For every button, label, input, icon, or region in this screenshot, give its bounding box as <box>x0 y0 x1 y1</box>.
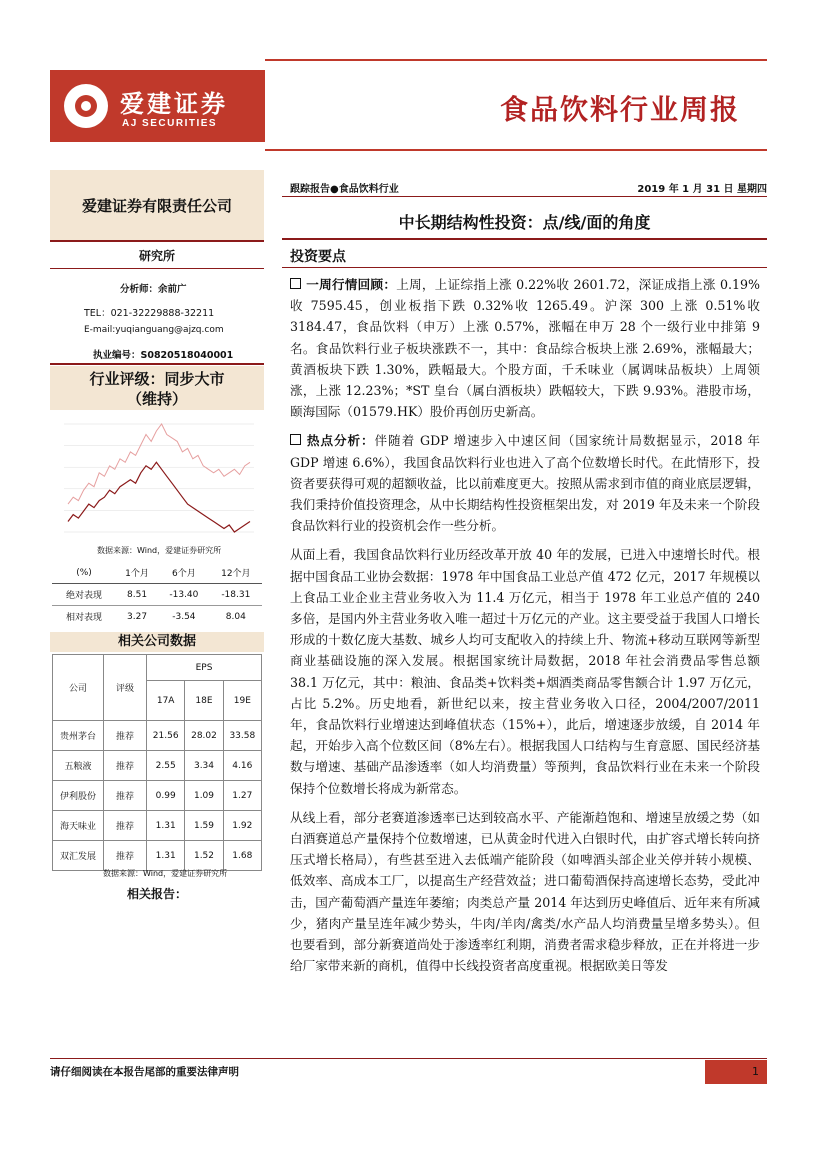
cell: 推荐 <box>104 811 147 841</box>
institute-title: 研究所 <box>138 249 175 263</box>
paragraph <box>290 430 760 536</box>
rating-text: 行业评级：同步大市 <box>89 370 225 388</box>
cell: 海天味业 <box>53 811 104 841</box>
cell: 相对表现 <box>65 613 102 623</box>
cell: 28.02 <box>185 721 223 751</box>
header-cell: 17A <box>147 681 185 721</box>
report-category: 跟踪报告●食品饮料行业 <box>290 184 399 195</box>
table-row <box>52 584 262 606</box>
related-reports-title: 相关报告： <box>126 887 187 901</box>
cell: 1.09 <box>185 781 223 811</box>
table-row <box>53 751 262 781</box>
cell: 绝对表现 <box>52 584 116 606</box>
cell: 4.16 <box>223 751 261 781</box>
paragraph: 从线上看，部分老赛道渗透率已达到较高水平、产能渐趋饱和、增速呈放缓之势（如白酒赛道总产量保持个位数增速，已从黄金时代进入白银时代，由扩容式增长转向挤压式增长格局），有些甚至进入去低端产能阶段（如啤酒头部企业关停并转小规模、低效率、高成本工厂，以提高生产经营效益；进口葡萄酒保持高速增长态势，受此冲击，国产葡萄酒产量连年萎缩；肉类总产量 2014 年达到历史峰值后、近年来有所减少，猪肉产量呈连年减少势头，牛肉/羊肉/禽类/水产品人均消费量呈增多势头）。但也要看到，部分新赛道尚处于渗透率红利期，消费者需求稳步释放，正在并将进一步给厂家带来新的商机，值得中长线投资者高度重视。根据欧美日等发 <box>290 809 760 974</box>
price-chart <box>64 418 254 538</box>
header-divider <box>265 149 767 151</box>
cell: 1.92 <box>223 811 261 841</box>
paragraph <box>290 274 760 422</box>
table-row <box>53 781 262 811</box>
legal-disclaimer: 请仔细阅读在本报告尾部的重要法律声明 <box>50 1066 239 1078</box>
related-company-title: 相关公司数据 <box>50 632 264 652</box>
table-source: 数据来源：Wind，爱建证券研究所 <box>103 869 228 878</box>
header-cell: (%) <box>52 562 116 584</box>
report-title: 食品饮料行业周报 <box>499 93 740 126</box>
divider <box>282 238 767 240</box>
cell: 2.55 <box>147 751 185 781</box>
industry-rating <box>50 366 264 410</box>
industry-line <box>68 424 250 504</box>
cell: 1.52 <box>185 841 223 871</box>
paragraph: 从面上看，我国食品饮料行业历经改革开放 40 年的发展，已进入中速增长时代。根据中国食品工业协会数据：1978 年中国食品工业总产值 472 亿元，2017 年规模以上食品工业企业主营业务收入为 11.4 万亿元，相当于 1978 年工业总产值的 240 多倍，是国内外主营业务收入唯一超过十万亿元的产业。这主要受益于我国人口增长形成的十数亿庞大基数、城乡人均可支配收入的持续上升、物流+移动互联网等新型商业基础设施的深入发展。根据国家统计局数据，2018 年社会消费品零售总额 38.1 万亿元，其中：粮油、食品类+饮料类+烟酒类商品零售额合计 1.97 万亿元，占比 5.2%。历史地看，新世纪以来，按主营业务收入口径，2004/2007/2011 年，食品饮料行业增速达到峰值状态（15%+），此后，增速逐步放缓，自 2014 年起，开始步入高个位数区间（8%左右）。根据我国人口结构与生育意愿、国民经济基数与增速、基础产品渗透率（如人均消费量）等预判，食品饮料行业在未来一个阶段保持个位数增长将成为新常态。 <box>290 547 760 796</box>
cell: 推荐 <box>104 721 147 751</box>
cell: 0.99 <box>147 781 185 811</box>
header-cell: 19E <box>223 681 261 721</box>
header-cell: EPS <box>147 655 262 681</box>
chart-source: 数据来源：Wind，爱建证券研究所 <box>97 546 222 555</box>
header-cell: 公司 <box>53 655 104 721</box>
divider <box>282 196 767 197</box>
cell: 1.31 <box>147 811 185 841</box>
licence-number: 执业编号：S0820518040001 <box>93 350 234 361</box>
report-date: 2019 年 1 月 31 日 星期四 <box>637 184 767 195</box>
divider <box>50 268 264 269</box>
analyst-name: 分析师：余前广 <box>120 284 187 295</box>
header-cell: 评级 <box>104 655 147 721</box>
cell: 推荐 <box>104 781 147 811</box>
paragraph-label: 热点分析： <box>306 433 375 449</box>
index-line <box>68 462 250 532</box>
report-subtitle: 中长期结构性投资：点/线/面的角度 <box>398 213 651 232</box>
cell: 1.59 <box>185 811 223 841</box>
header-cell: 1个月 <box>116 562 158 584</box>
table-row <box>53 841 262 871</box>
cell: 1.27 <box>223 781 261 811</box>
cell: 双汇发展 <box>53 841 104 871</box>
analyst-email: E-mail:yuqianguang@ajzq.com <box>84 325 224 335</box>
header-divider <box>265 59 767 61</box>
cell: 伊利股份 <box>53 781 104 811</box>
report-body <box>290 274 760 985</box>
cell: 推荐 <box>104 841 147 871</box>
cell: -18.31 <box>210 584 262 606</box>
cell: 贵州茅台 <box>53 721 104 751</box>
checkbox-bullet-icon <box>290 278 301 289</box>
cell: 3.34 <box>185 751 223 781</box>
divider <box>50 363 264 365</box>
eps-table <box>52 654 262 871</box>
cell: -13.40 <box>158 584 210 606</box>
logo-icon <box>64 84 108 128</box>
divider <box>282 267 767 268</box>
paragraph-text: 伴随着 GDP 增速步入中速区间（国家统计局数据显示，2018 年 GDP 增速 6.6%），我国食品饮料行业也进入了高个位数增长时代。在此情形下，投资者要获得可观的超额收益，比以前难度更大。按照从需求到市值的商业底层逻辑，我们秉持价值投资理念，从中长期结构性投资框架出发，对 2019 年及未来一个阶段食品饮料行业的投资机会作一些分析。 <box>290 433 761 534</box>
rating-status: （维持） <box>126 390 187 408</box>
cell: 8.51 <box>116 584 158 606</box>
cell: 五粮液 <box>53 751 104 781</box>
table-row <box>53 811 262 841</box>
cell: 推荐 <box>104 751 147 781</box>
divider <box>50 240 264 242</box>
cell: -3.54 <box>172 611 196 622</box>
company-logo <box>50 70 265 142</box>
page-number: 1 <box>705 1060 767 1084</box>
cell: 33.58 <box>223 721 261 751</box>
table-row <box>52 606 262 628</box>
cell: 8.04 <box>225 611 246 622</box>
chart-grid <box>64 424 254 532</box>
performance-table <box>52 562 262 627</box>
table-row <box>53 721 262 751</box>
header-cell: 12个月 <box>210 562 262 584</box>
header-cell: 6个月 <box>158 562 210 584</box>
paragraph-text: 上周，上证综指上涨 0.22%收 2601.72，深证成指上涨 0.19%收 7595.45，创业板指下跌 0.32%收 1265.49。沪深 300 上涨 0.51%收 3184.47，食品饮料（申万）上涨 0.57%，涨幅在申万 28 个一级行业中排第 9 名。食品饮料行业子板块涨跌不一，其中：食品综合板块上涨 2.69%，涨幅最大；黄酒板块下跌 1.30%，跌幅最大。个股方面，千禾味业（属调味品板块）上周领涨，上涨 12.23%；*ST 皇台（属白酒板块）跌幅较大，下跌 9.93%。港股市场，颐海国际（01579.HK）股价再创历史新高。 <box>290 277 761 420</box>
paragraph-label: 一周行情回顾： <box>306 277 397 292</box>
checkbox-bullet-icon <box>290 434 301 445</box>
header-cell: 18E <box>185 681 223 721</box>
cell: 21.56 <box>147 721 185 751</box>
cell: 3.27 <box>127 611 148 622</box>
logo-en-text: AJ SECURITIES <box>122 118 218 129</box>
table-header-row <box>52 562 262 584</box>
analyst-phone: TEL：021-32229888-32211 <box>84 308 215 319</box>
logo-cn-text: 爱建证券 <box>120 89 228 118</box>
table-header-row <box>53 655 262 681</box>
footer-divider <box>50 1058 767 1059</box>
company-name: 爱建证券有限责任公司 <box>50 170 264 240</box>
cell: 1.68 <box>223 841 261 871</box>
cell: 1.31 <box>147 841 185 871</box>
section-title: 投资要点 <box>290 249 346 265</box>
